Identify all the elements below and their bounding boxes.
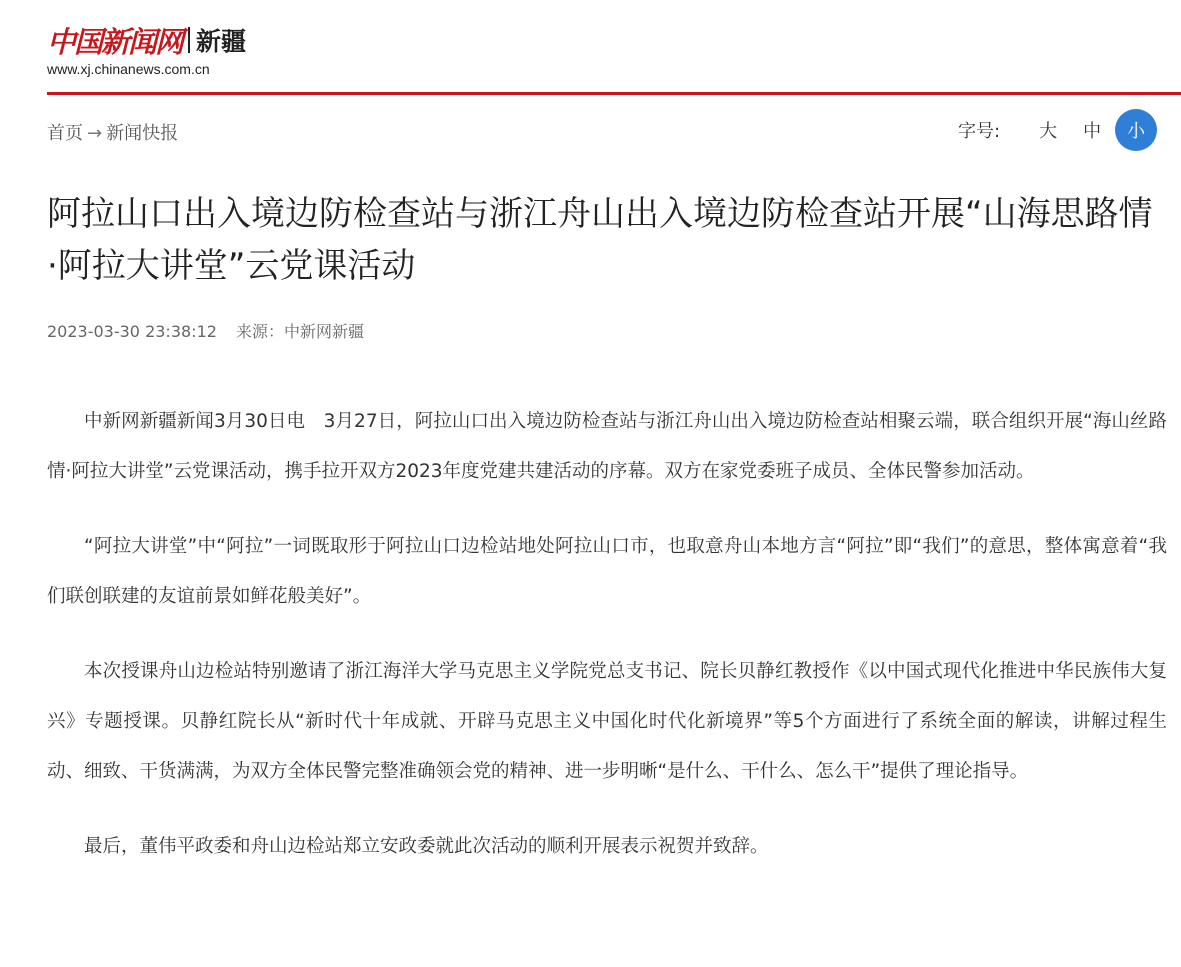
article-paragraph: 最后，董伟平政委和舟山边检站郑立安政委就此次活动的顺利开展表示祝贺并致辞。	[84, 836, 769, 857]
logo-wordmark	[47, 22, 246, 58]
breadcrumb-arrow: →	[87, 123, 103, 144]
font-size-large-button[interactable]: 大	[1039, 121, 1058, 142]
article-body	[47, 397, 1167, 897]
article-meta	[47, 319, 364, 342]
font-size-medium-button[interactable]: 中	[1083, 121, 1102, 142]
header-divider	[47, 92, 1181, 95]
article-source: 来源：中新网新疆	[236, 322, 365, 341]
font-size-small-button[interactable]: 小	[1115, 109, 1157, 151]
logo-divider	[188, 27, 190, 53]
font-size-label: 字号:	[958, 121, 1001, 142]
logo-region-text: 新疆	[196, 27, 247, 56]
breadcrumb	[47, 119, 178, 145]
breadcrumb-home-link[interactable]: 首页	[47, 123, 83, 144]
site-logo[interactable]	[47, 22, 267, 82]
article-paragraph: 中新网新疆新闻3月30日电 3月27日，阿拉山口出入境边防检查站与浙江舟山出入境边防检查站相聚云端，联合组织开展“海山丝路情·阿拉大讲堂”云党课活动，携手拉开双方2023年度党建共建活动的序幕。双方在家党委班子成员、全体民警参加活动。	[47, 411, 1167, 482]
logo-brand-text: 中国新闻网	[47, 24, 183, 59]
article-paragraph: “阿拉大讲堂”中“阿拉”一词既取形于阿拉山口边检站地处阿拉山口市，也取意舟山本地方言“阿拉”即“我们”的意思，整体寓意着“我们联创联建的友谊前景如鲜花般美好”。	[47, 536, 1167, 607]
article-date: 2023-03-30 23:38:12	[47, 322, 217, 341]
font-size-switcher	[958, 109, 1157, 151]
breadcrumb-section-link[interactable]: 新闻快报	[106, 123, 179, 144]
article-paragraph: 本次授课舟山边检站特别邀请了浙江海洋大学马克思主义学院党总支书记、院长贝静红教授作《以中国式现代化推进中华民族伟大复兴》专题授课。贝静红院长从“新时代十年成就、开辟马克思主义中国化时代化新境界”等5个方面进行了系统全面的解读，讲解过程生动、细致、干货满满，为双方全体民警完整准确领会党的精神、进一步明晰“是什么、干什么、怎么干”提供了理论指导。	[47, 661, 1167, 782]
article-title: 阿拉山口出入境边防检查站与浙江舟山出入境边防检查站开展“山海思路情·阿拉大讲堂”云党课活动	[47, 194, 1153, 286]
logo-url: www.xj.chinanews.com.cn	[47, 61, 210, 77]
